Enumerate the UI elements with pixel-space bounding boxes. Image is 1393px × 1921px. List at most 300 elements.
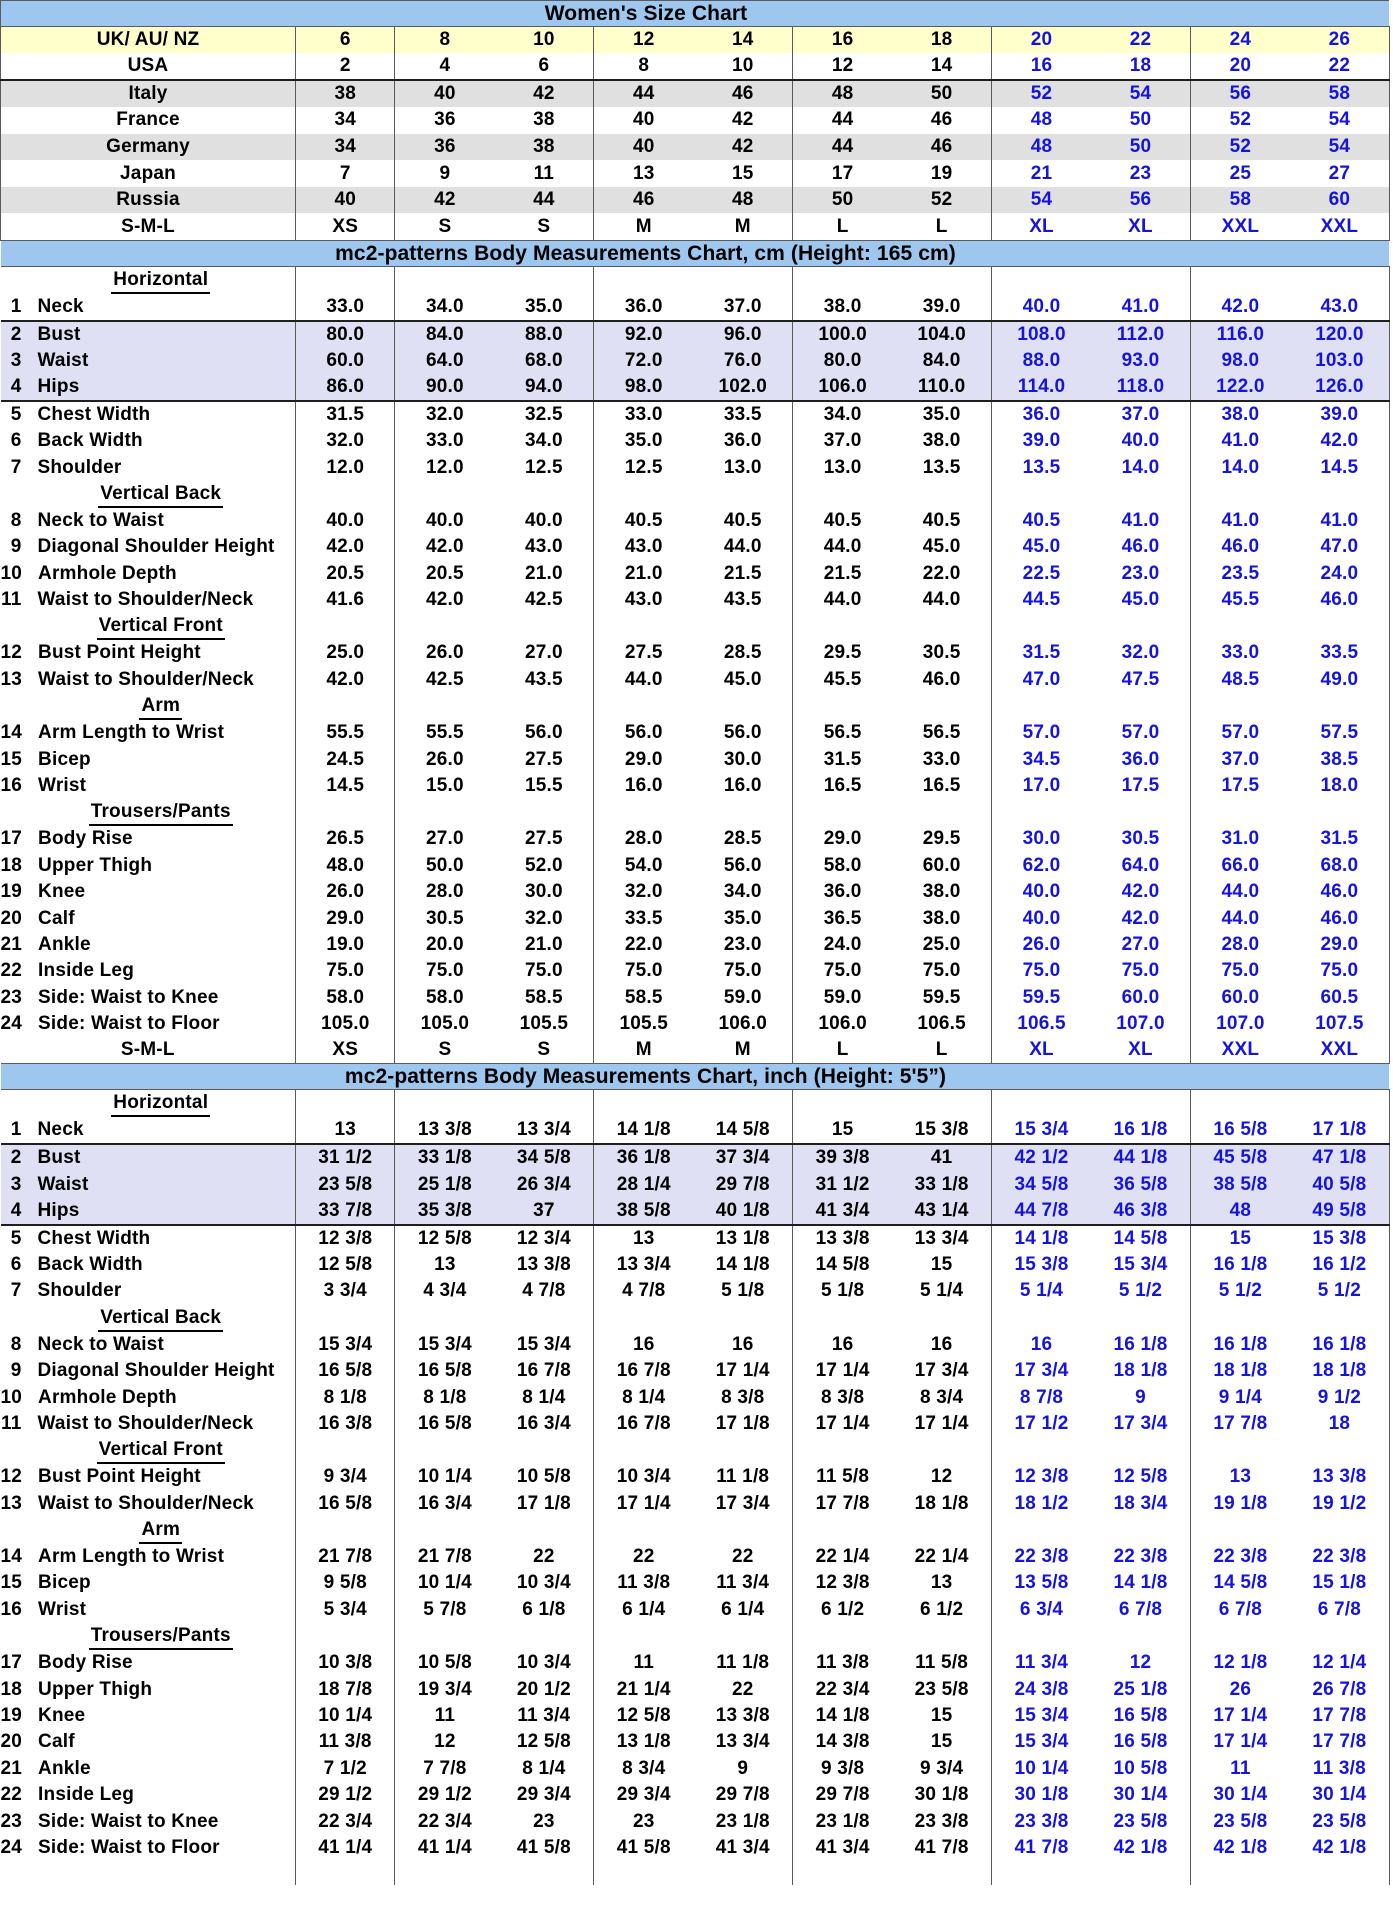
row-label: Wrist <box>38 1598 87 1620</box>
value-cell <box>494 1517 593 1544</box>
value-cell: 28.0 <box>624 828 663 850</box>
value-cell <box>494 1861 593 1885</box>
row-label: Back Width <box>37 430 143 452</box>
value-cell: M <box>635 215 652 237</box>
row-number: 23 <box>0 986 23 1008</box>
value-cell: 12.0 <box>426 456 464 478</box>
value-cell: 2 <box>296 53 395 80</box>
value-cell: 56.0 <box>693 853 792 879</box>
value-cell: 41 1/4 <box>417 1836 472 1858</box>
value-cell <box>693 1517 792 1544</box>
value-cell: 56.0 <box>494 720 593 746</box>
value-cell: 31.5 <box>296 401 395 428</box>
row-number: 16 <box>0 1598 23 1620</box>
value-cell: 17 1/8 <box>693 1411 792 1437</box>
value-cell: 14 5/8 <box>693 1117 792 1144</box>
value-cell: 34.0 <box>395 294 494 321</box>
value-cell: 6 1/2 <box>892 1597 991 1623</box>
value-cell <box>793 613 892 640</box>
value-cell: 106.5 <box>1017 1013 1066 1035</box>
value-cell: 108.0 <box>992 321 1091 348</box>
value-cell: 58.0 <box>426 986 464 1008</box>
value-cell: 27.5 <box>494 826 593 852</box>
value-cell: 45.0 <box>1022 536 1061 558</box>
measure-label-cell <box>1 561 296 587</box>
value-cell: 18 7/8 <box>296 1676 395 1702</box>
section-header-row-arm <box>1 1517 1390 1544</box>
value-cell <box>1290 1090 1390 1118</box>
value-cell: 9 3/4 <box>892 1756 991 1782</box>
size-chart-title: Women's Size Chart <box>544 2 748 25</box>
row-label: Body Rise <box>38 1652 133 1674</box>
value-cell: 21 7/8 <box>296 1544 395 1570</box>
row-label: Hips <box>37 375 80 397</box>
value-cell: XXL <box>1290 213 1390 240</box>
value-cell: 33 1/8 <box>395 1144 494 1171</box>
value-cell: 8 <box>395 27 494 54</box>
row-label: Ankle <box>38 1757 91 1779</box>
value-cell <box>693 799 792 826</box>
value-cell <box>1190 266 1289 294</box>
row-label: Knee <box>38 881 86 903</box>
value-cell: 27.0 <box>494 640 593 666</box>
value-cell: 40.0 <box>1022 907 1061 929</box>
value-cell: 19.0 <box>296 932 395 958</box>
value-cell: 42 <box>494 80 593 107</box>
row-number: 17 <box>0 1652 23 1674</box>
value-cell: 3 3/4 <box>296 1278 395 1304</box>
value-cell: 40.0 <box>296 508 395 534</box>
value-cell: 22 <box>494 1544 593 1570</box>
value-cell: XL <box>1091 213 1190 240</box>
value-cell: 17 7/8 <box>1290 1703 1390 1729</box>
value-cell: 54 <box>1091 80 1190 107</box>
value-cell: 20.5 <box>296 561 395 587</box>
measure-label-cell <box>1 534 296 560</box>
section-header-cell <box>1 799 296 826</box>
row-number: 3 <box>10 349 22 371</box>
value-cell: 6 <box>494 53 593 80</box>
measure-label-cell <box>1 640 296 666</box>
value-cell: L <box>836 215 849 237</box>
value-cell <box>494 1090 593 1118</box>
row-label: Neck to Waist <box>37 509 164 531</box>
value-cell: 11 1/8 <box>693 1650 792 1676</box>
measure-row-ankle <box>1 932 1390 958</box>
value-cell: 41.6 <box>296 587 395 613</box>
value-cell <box>494 266 593 294</box>
value-cell: 27.0 <box>1091 932 1190 958</box>
value-cell: 23 <box>633 1810 655 1832</box>
value-cell: 54 <box>992 187 1091 214</box>
measure-label-cell <box>1 321 296 348</box>
value-cell: 14 1/8 <box>594 1117 693 1144</box>
value-cell: 49 5/8 <box>1290 1198 1390 1225</box>
value-cell: 48.5 <box>1221 668 1260 690</box>
value-cell: 17.0 <box>1022 775 1061 797</box>
value-cell: 33.0 <box>426 430 464 452</box>
value-cell: 48 <box>1190 1198 1289 1225</box>
size-row-uk-au-nz <box>1 27 1390 54</box>
measure-row-side-waist-to-knee <box>1 985 1390 1011</box>
value-cell: 13 1/8 <box>693 1225 792 1252</box>
value-cell: L <box>836 1039 849 1061</box>
value-cell: 8 <box>594 53 693 80</box>
value-cell: 16.5 <box>823 775 862 797</box>
value-cell: 11 3/4 <box>494 1703 593 1729</box>
value-cell: 17 3/4 <box>892 1358 991 1384</box>
row-label: Chest Width <box>37 403 151 425</box>
size-row-france <box>1 107 1390 134</box>
row-number: 18 <box>0 1678 23 1700</box>
size-row-japan <box>1 160 1390 187</box>
measure-row-upper-thigh <box>1 1676 1390 1702</box>
value-cell: 84.0 <box>892 348 991 374</box>
value-cell: 15 3/4 <box>1014 1705 1069 1727</box>
measure-label-cell <box>1 720 296 746</box>
row-label-cell: S-M-L <box>1 1037 296 1064</box>
measure-row-waist-to-shoulder-neck <box>1 1411 1390 1437</box>
value-cell: 56.5 <box>892 720 991 746</box>
value-cell: 16 1/8 <box>1213 1253 1268 1275</box>
value-cell: 10 5/8 <box>494 1464 593 1490</box>
value-cell: 42.5 <box>426 668 464 690</box>
value-cell: 21 7/8 <box>417 1546 472 1568</box>
measure-label-cell <box>1 746 296 772</box>
value-cell: 56.0 <box>624 722 663 744</box>
row-label: Shoulder <box>37 456 122 478</box>
value-cell: 35.0 <box>624 430 663 452</box>
value-cell <box>793 1623 892 1650</box>
value-cell: 6 7/8 <box>1290 1597 1390 1623</box>
value-cell <box>395 1861 494 1885</box>
row-number: 15 <box>0 748 23 770</box>
value-cell: 107.0 <box>1216 1013 1265 1035</box>
size-row-italy <box>1 80 1390 107</box>
value-cell <box>793 1090 892 1118</box>
value-cell: 11 3/8 <box>296 1729 395 1755</box>
value-cell: 28 1/4 <box>594 1171 693 1197</box>
row-number: 3 <box>10 1173 22 1195</box>
value-cell: 41.0 <box>1221 430 1260 452</box>
value-cell: 11 5/8 <box>892 1650 991 1676</box>
value-cell <box>992 799 1091 826</box>
value-cell: 122.0 <box>1190 374 1289 401</box>
value-cell: 24 <box>1190 27 1289 54</box>
value-cell: 112.0 <box>1091 321 1190 348</box>
value-cell: 55.5 <box>296 720 395 746</box>
value-cell: 25 <box>1229 162 1252 184</box>
value-cell: 27.5 <box>494 746 593 772</box>
value-cell: 36 <box>395 134 494 161</box>
value-cell: 17 3/4 <box>693 1491 792 1517</box>
measure-label-cell <box>1 1597 296 1623</box>
value-cell: 29.5 <box>823 642 862 664</box>
value-cell: 100.0 <box>793 321 892 348</box>
value-cell: 46.0 <box>892 667 991 693</box>
value-cell: 10 1/4 <box>1014 1757 1069 1779</box>
value-cell: 76.0 <box>693 348 792 374</box>
value-cell: M <box>635 1039 652 1061</box>
value-cell <box>793 1437 892 1464</box>
value-cell: 39 3/8 <box>793 1144 892 1171</box>
measure-row-armhole-depth <box>1 1384 1390 1410</box>
value-cell: 28.5 <box>693 640 792 666</box>
value-cell: 54.0 <box>624 854 663 876</box>
measure-row-s-m-l <box>1 1037 1390 1064</box>
value-cell: 44 7/8 <box>992 1198 1091 1225</box>
value-cell: 11 <box>1230 1757 1251 1779</box>
measure-label-cell <box>1 1011 296 1037</box>
value-cell: 26.5 <box>296 826 395 852</box>
section-header-cell <box>1 1090 296 1118</box>
value-cell <box>892 1861 991 1885</box>
value-cell: 30 1/4 <box>1290 1782 1390 1808</box>
value-cell: 93.0 <box>1091 348 1190 374</box>
value-cell: 102.0 <box>693 374 792 401</box>
value-cell: 29.0 <box>624 748 663 770</box>
value-cell: 10 <box>494 27 593 54</box>
measure-row-waist-to-shoulder-neck <box>1 587 1390 613</box>
value-cell: 92.0 <box>594 321 693 348</box>
value-cell: 14 1/8 <box>693 1252 792 1278</box>
value-cell: 30.5 <box>426 907 464 929</box>
row-number: 5 <box>10 1227 22 1249</box>
value-cell: 12 3/8 <box>1014 1466 1069 1488</box>
row-label: Side: Waist to Floor <box>38 1836 220 1858</box>
value-cell: 39.0 <box>892 294 991 321</box>
value-cell: 40.0 <box>1091 428 1190 454</box>
row-label-cell: S-M-L <box>1 213 296 240</box>
cm-chart-title-cell <box>1 240 1390 266</box>
value-cell: 21.5 <box>693 561 792 587</box>
inch-measurements-section <box>1 1090 1390 1885</box>
value-cell: 22 1/4 <box>892 1544 991 1570</box>
value-cell <box>693 481 792 508</box>
value-cell <box>1290 613 1390 640</box>
value-cell: 8 1/8 <box>423 1386 467 1408</box>
value-cell: 23 5/8 <box>1213 1810 1268 1832</box>
value-cell: 31.5 <box>823 748 862 770</box>
value-cell: 45.5 <box>823 668 862 690</box>
value-cell <box>1190 481 1289 508</box>
value-cell: 9 1/2 <box>1290 1384 1390 1410</box>
value-cell: 48 <box>793 80 892 107</box>
value-cell: 29 3/4 <box>494 1782 593 1808</box>
value-cell: 12 1/8 <box>1213 1652 1268 1674</box>
row-number: 2 <box>10 1147 22 1169</box>
measure-label-cell <box>1 587 296 613</box>
value-cell: 14 1/8 <box>815 1705 870 1727</box>
measure-row-back-width <box>1 1252 1390 1278</box>
value-cell: 17 <box>831 162 854 184</box>
measure-row-calf <box>1 905 1390 931</box>
value-cell: 40.0 <box>494 508 593 534</box>
value-cell: 17 3/4 <box>1091 1411 1190 1437</box>
value-cell: S <box>494 1037 593 1064</box>
value-cell: L <box>892 1037 991 1064</box>
value-cell: 22 3/4 <box>417 1810 472 1832</box>
value-cell: 13 1/8 <box>616 1731 671 1753</box>
value-cell <box>992 1437 1091 1464</box>
value-cell: 15 3/8 <box>892 1117 991 1144</box>
measure-label-cell <box>1 1835 296 1861</box>
value-cell: 15 <box>892 1703 991 1729</box>
value-cell: 33.5 <box>1290 640 1390 666</box>
value-cell: 16 1/8 <box>1091 1332 1190 1358</box>
value-cell <box>892 1517 991 1544</box>
value-cell: 5 3/4 <box>296 1597 395 1623</box>
section-header-row-horizontal <box>1 1090 1390 1118</box>
value-cell: 35.0 <box>892 401 991 428</box>
value-cell: 46 <box>892 107 991 134</box>
value-cell: 14 3/8 <box>815 1731 870 1753</box>
value-cell: 16 1/2 <box>1290 1252 1390 1278</box>
value-cell: 13 <box>892 1570 991 1596</box>
row-label: Shoulder <box>37 1280 122 1302</box>
value-cell <box>1091 799 1190 826</box>
value-cell: 36.0 <box>594 294 693 321</box>
value-cell: 27 <box>1290 160 1390 187</box>
value-cell: 36.0 <box>823 881 862 903</box>
value-cell: 34.0 <box>693 879 792 905</box>
value-cell: 43.0 <box>624 589 663 611</box>
value-cell: 16 1/8 <box>1091 1117 1190 1144</box>
value-cell: 37 <box>494 1198 593 1225</box>
value-cell: 40 <box>296 187 395 214</box>
measure-row-bust <box>1 321 1390 348</box>
value-cell: 16 <box>633 1333 655 1355</box>
measure-label-cell <box>1 1570 296 1596</box>
size-row-s-m-l <box>1 213 1390 240</box>
value-cell <box>1290 1517 1390 1544</box>
measure-label-cell <box>1 428 296 454</box>
value-cell: 12.5 <box>494 454 593 480</box>
value-cell: 17 1/8 <box>494 1491 593 1517</box>
inch-chart-title-row <box>1 1064 1390 1090</box>
value-cell <box>395 799 494 826</box>
value-cell: 22 <box>633 1546 655 1568</box>
row-number: 2 <box>10 323 22 345</box>
row-number: 15 <box>0 1572 23 1594</box>
row-label-cell: Japan <box>1 160 296 187</box>
value-cell: 60.0 <box>892 853 991 879</box>
value-cell: 56 <box>1091 187 1190 214</box>
value-cell: 50 <box>892 80 991 107</box>
value-cell: 44.5 <box>1022 589 1061 611</box>
value-cell: 56 <box>1190 80 1289 107</box>
measure-label-cell <box>1 667 296 693</box>
value-cell: 15 <box>892 1729 991 1755</box>
value-cell: 5 1/4 <box>1019 1280 1064 1302</box>
value-cell <box>992 1090 1091 1118</box>
value-cell: 68.0 <box>494 348 593 374</box>
value-cell <box>1091 693 1190 720</box>
value-cell: 42.0 <box>1091 905 1190 931</box>
value-cell: XL <box>1029 1039 1054 1061</box>
value-cell: 58.5 <box>624 986 663 1008</box>
value-cell <box>693 1623 792 1650</box>
value-cell: 22.0 <box>624 934 663 955</box>
value-cell <box>693 1437 792 1464</box>
row-label: Wrist <box>38 775 87 797</box>
measure-label-cell <box>1 773 296 799</box>
value-cell <box>1290 1437 1390 1464</box>
value-cell: 41.0 <box>1091 294 1190 321</box>
value-cell: 106.0 <box>693 1011 792 1037</box>
value-cell: 10 5/8 <box>417 1652 472 1674</box>
measure-row-chest-width <box>1 401 1390 428</box>
measure-label-cell <box>1 1198 296 1225</box>
row-label: Knee <box>38 1705 86 1727</box>
value-cell: 42.0 <box>1190 294 1289 321</box>
value-cell: 42.0 <box>1290 428 1390 454</box>
row-number: 16 <box>0 775 23 797</box>
value-cell: 34.5 <box>1022 748 1061 770</box>
value-cell: 59.5 <box>1022 986 1061 1008</box>
value-cell: 57.0 <box>1091 720 1190 746</box>
value-cell <box>693 613 792 640</box>
value-cell: 6 3/4 <box>1019 1598 1064 1620</box>
value-cell: 23 3/8 <box>1014 1810 1069 1832</box>
value-cell <box>494 1437 593 1464</box>
measure-row-bicep <box>1 1570 1390 1596</box>
value-cell: 26 3/4 <box>494 1171 593 1197</box>
value-cell: 23 5/8 <box>892 1676 991 1702</box>
value-cell: 17 7/8 <box>1290 1729 1390 1755</box>
measure-label-cell <box>1 401 296 428</box>
value-cell: 32.0 <box>624 881 663 903</box>
value-cell: 12 5/8 <box>494 1729 593 1755</box>
measure-row-bust <box>1 1144 1390 1171</box>
row-label: Inside Leg <box>38 1784 135 1806</box>
value-cell: 46 3/8 <box>1091 1198 1190 1225</box>
row-label: Calf <box>38 1731 75 1753</box>
measure-label-cell <box>1 958 296 984</box>
value-cell: 75.0 <box>693 958 792 984</box>
value-cell: 116.0 <box>1190 321 1289 348</box>
value-cell: 23.5 <box>1221 562 1260 584</box>
value-cell: 11 <box>633 1652 655 1674</box>
value-cell: 29.5 <box>892 826 991 852</box>
value-cell: 29 1/2 <box>417 1784 472 1806</box>
value-cell <box>395 266 494 294</box>
value-cell: 39.0 <box>1290 401 1390 428</box>
row-number: 7 <box>10 1280 22 1302</box>
measure-label-cell <box>1 1225 296 1252</box>
value-cell: 33.0 <box>296 294 395 321</box>
value-cell: 23 <box>1091 160 1190 187</box>
value-cell: 44.0 <box>823 589 862 611</box>
value-cell: 44 <box>594 80 693 107</box>
value-cell: 13.5 <box>892 454 991 480</box>
value-cell: 16 1/8 <box>1290 1332 1390 1358</box>
row-number: 21 <box>0 1757 23 1779</box>
value-cell: 36 5/8 <box>1091 1171 1190 1197</box>
value-cell: 13 3/8 <box>395 1117 494 1144</box>
value-cell: 42 <box>693 134 792 161</box>
value-cell: 22 3/4 <box>296 1808 395 1834</box>
value-cell: 15 <box>1229 1227 1252 1249</box>
size-row-germany <box>1 134 1390 161</box>
measure-row-hips <box>1 374 1390 401</box>
value-cell: 31.0 <box>1221 828 1260 850</box>
value-cell: 118.0 <box>1091 374 1190 401</box>
value-cell: 36.0 <box>1091 746 1190 772</box>
section-header-label: Trousers/Pants <box>89 800 233 826</box>
row-label-cell: UK/ AU/ NZ <box>1 27 296 54</box>
value-cell: 41 3/4 <box>793 1198 892 1225</box>
